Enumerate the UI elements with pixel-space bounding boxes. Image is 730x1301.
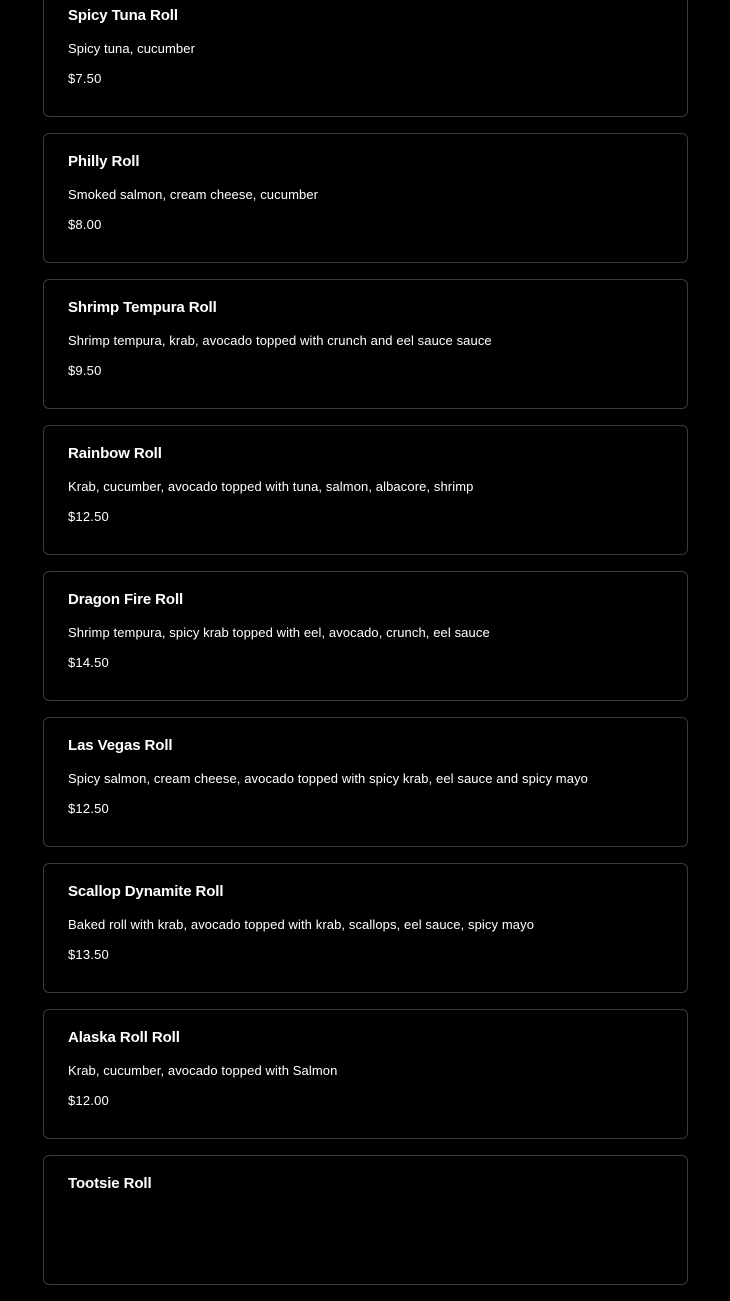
menu-item-card[interactable] (43, 571, 688, 701)
menu-item-price: $14.50 (68, 655, 109, 670)
menu-item-name: Scallop Dynamite Roll (68, 883, 224, 900)
menu-item-description: Smoked salmon, cream cheese, cucumber (68, 187, 319, 202)
menu-item-name: Las Vegas Roll (68, 737, 173, 754)
menu-item-name: Dragon Fire Roll (68, 591, 184, 608)
menu-item-card[interactable] (43, 133, 688, 263)
menu-item-description: Shrimp tempura, spicy krab topped with eel, avocado, crunch, eel sauce (68, 625, 490, 640)
menu-item-price: $12.50 (68, 509, 109, 524)
menu-item-card[interactable] (43, 425, 688, 555)
menu-item-price: $9.50 (68, 363, 102, 378)
menu-item-card[interactable] (43, 717, 688, 847)
menu-item-price: $12.00 (68, 1093, 109, 1108)
menu-item-card[interactable] (43, 279, 688, 409)
menu-item-name: Philly Roll (68, 153, 140, 170)
menu-item-card[interactable] (43, 0, 688, 117)
menu-item-name: Rainbow Roll (68, 445, 162, 462)
menu-item-list (43, 0, 688, 1301)
menu-item-price: $8.00 (68, 217, 102, 232)
menu-item-price: $7.50 (68, 71, 102, 86)
menu-item-description: Spicy salmon, cream cheese, avocado topped with spicy krab, eel sauce and spicy mayo (68, 771, 588, 786)
menu-item-price: $13.50 (68, 947, 109, 962)
menu-item-description: Shrimp tempura, krab, avocado topped with crunch and eel sauce sauce (68, 333, 492, 348)
menu-item-description: Baked roll with krab, avocado topped with krab, scallops, eel sauce, spicy mayo (68, 917, 535, 932)
menu-item-description: Krab, cucumber, avocado topped with tuna, salmon, albacore, shrimp (68, 479, 474, 494)
menu-item-card[interactable] (43, 863, 688, 993)
menu-item-name: Alaska Roll Roll (68, 1029, 180, 1046)
menu-item-price: $12.50 (68, 801, 109, 816)
menu-item-name: Shrimp Tempura Roll (68, 299, 217, 316)
menu-item-card[interactable] (43, 1009, 688, 1139)
menu-item-card[interactable] (43, 1155, 688, 1285)
menu-item-name: Spicy Tuna Roll (68, 7, 178, 24)
menu-item-description: Krab, cucumber, avocado topped with Salmon (68, 1063, 338, 1078)
menu-item-description: Spicy tuna, cucumber (68, 41, 196, 56)
menu-item-name: Tootsie Roll (68, 1175, 152, 1192)
